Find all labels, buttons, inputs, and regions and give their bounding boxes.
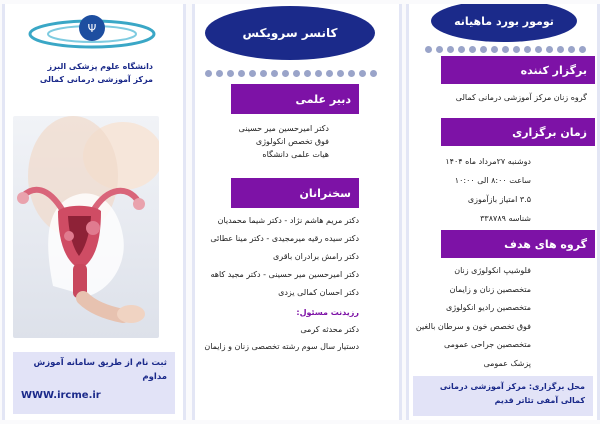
website-link[interactable]: WWW.ircme.ir [21, 390, 101, 401]
speakers-header: سخنرانان [231, 178, 359, 208]
svg-text:Ψ: Ψ [87, 22, 97, 35]
secretary-line: فوق تخصص انکولوژی [255, 137, 329, 146]
registration-text: ثبت نام از طریق سامانه آموزش مداوم [33, 358, 167, 382]
university-name [40, 60, 153, 86]
organizer-text: گروه زنان مرکز آموزشی درمانی کمالی [455, 93, 587, 102]
venue-box [413, 376, 593, 416]
resident-line: دستیار سال سوم رشته تخصصی زنان و زایمان [204, 342, 359, 351]
university-line: دانشگاه علوم پزشکی البرز [47, 62, 153, 71]
speaker-line: دکتر رامش برادران باقری [273, 252, 359, 261]
target-groups-header: گروه های هدف [441, 230, 595, 258]
time-line: دوشنبه ۲۷مرداد ماه ۱۴۰۴ [445, 157, 531, 166]
university-line: مرکز آموزشی درمانی کمالی [39, 75, 153, 84]
time-line: شناسه ۳۳۸۷۸۹ [480, 214, 531, 223]
target-line: متخصصین جراحی عمومی [443, 340, 531, 349]
right-panel [406, 4, 600, 420]
target-line: متخصصین رادیو انکولوژی [445, 303, 531, 312]
time-header: زمان برگزاری [441, 118, 595, 146]
time-line: ۳.۵ امتیاز بازآموزی [467, 195, 531, 204]
organizer-header: برگزار کننده [441, 56, 595, 84]
target-line: فلوشیپ انکولوژی زنان [454, 266, 531, 275]
registration-box [13, 352, 175, 414]
secretary-line: دکتر امیرحسین میر حسینی [238, 124, 329, 133]
resident-block [204, 304, 359, 355]
speaker-line: دکتر مریم هاشم نژاد - دکتر شیما محمدیان [217, 216, 359, 225]
dot-divider [205, 70, 377, 77]
resident-header: رزیدنت مسئول: [296, 308, 359, 317]
medical-illustration [13, 116, 159, 338]
target-groups-block [416, 262, 531, 373]
secretary-line: هیات علمی دانشگاه [262, 150, 329, 159]
target-line: پزشک عمومی [483, 358, 531, 368]
middle-panel [192, 4, 402, 420]
topic-title-oval: کانسر سرویکس [205, 6, 375, 60]
speaker-line: دکتر احسان کمالی یزدی [278, 288, 359, 297]
secretary-block [239, 122, 329, 161]
secretary-header: دبیر علمی [231, 84, 359, 114]
speaker-line: دکتر سیده رقیه میرمجیدی - دکتر مینا عطائی [210, 234, 359, 243]
time-line: ساعت ۸:۰۰ الی ۱۰:۰۰ [454, 176, 531, 185]
venue-text: محل برگزاری: مرکز آموزشی درمانی کمالی آمفی تئاتر قدیم [439, 382, 585, 405]
dot-divider [425, 46, 586, 53]
target-line: فوق تخصص خون و سرطان بالغین [415, 321, 531, 331]
speaker-line: دکتر امیرحسین میر حسینی - دکتر مجید کاهه [210, 270, 359, 279]
time-block [445, 152, 531, 228]
speakers-block [210, 212, 359, 302]
left-panel [2, 4, 186, 420]
target-line: متخصصین زنان و زایمان [449, 284, 531, 294]
university-logo [27, 12, 157, 54]
resident-line: دکتر محدثه کرمی [300, 325, 359, 334]
event-title-oval: تومور بورد ماهیانه [431, 4, 577, 42]
